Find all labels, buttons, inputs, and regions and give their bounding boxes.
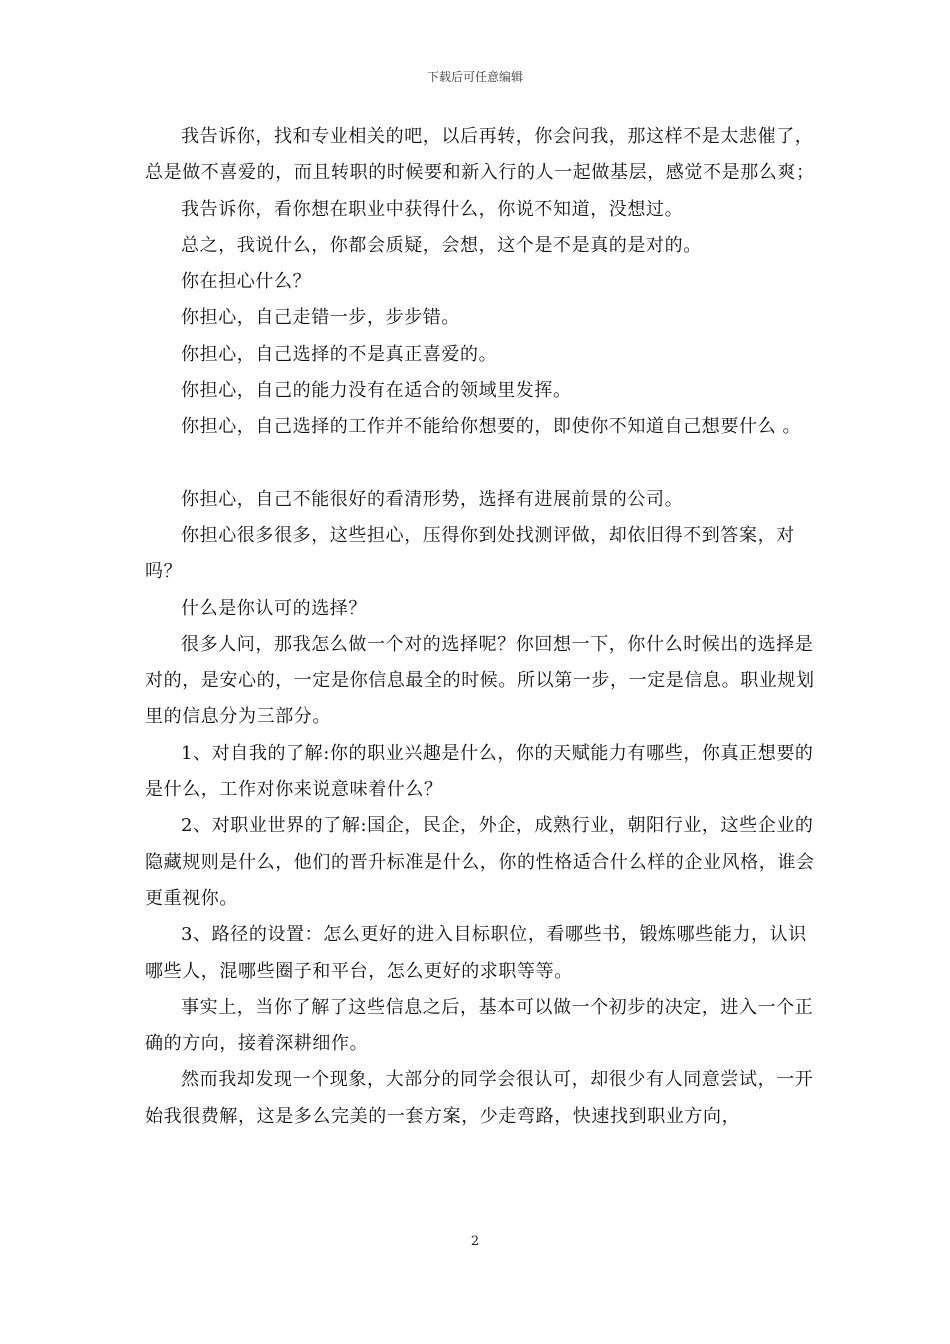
paragraph: 我告诉你，看你想在职业中获得什么，你说不知道，没想过。 [181, 198, 684, 220]
page-number: 2 [470, 1234, 480, 1249]
paragraph: 很多人问，那我怎么做一个对的选择呢？你回想一下，你什么时候出的选择是对的，是安心的，一定是你信息最全的时候。所以第一步，一定是信息。职业规划里的信息分为三部分。 [145, 633, 815, 728]
paragraph: 总之，我说什么，你都会质疑，会想，这个是不是真的是对的。 [181, 234, 702, 256]
paragraph: 你在担心什么？ [181, 271, 312, 293]
paragraph: 你担心，自己选择的工作并不能给你想要的，即使你不知道自己想要什么 。 [181, 416, 802, 438]
page-header: 下载后可任意编辑 [426, 70, 523, 84]
paragraph: 什么是你认可的选择？ [181, 597, 367, 619]
paragraph: 你担心，自己走错一步，步步错。 [181, 307, 460, 329]
paragraph: 3、路径的设置：怎么更好的进入目标职位，看哪些书，锻炼哪些能力，认识哪些人，混哪些圈子和平台，怎么更好的求职等等。 [145, 924, 807, 982]
paragraph: 然而我却发现一个现象，大部分的同学会很认可，却很少有人同意尝试，一开始我很费解，这是多么完美的一套方案，少走弯路，快速找到职业方向， [145, 1069, 814, 1127]
document-body [145, 119, 817, 1135]
paragraph: 事实上，当你了解了这些信息之后，基本可以做一个初步的决定，进入一个正确的方向，接着深耕细作。 [145, 996, 814, 1055]
paragraph: 你担心，自己不能很好的看清形势，选择有进展前景的公司。 [181, 488, 684, 510]
paragraph: 2、对职业世界的了解:国企，民企，外企，成熟行业，朝阳行业，这些企业的隐藏规则是什么，他们的晋升标准是什么，你的性格适合什么样的企业风格，谁会更重视你。 [145, 815, 815, 909]
paragraph: 我告诉你，找和专业相关的吧，以后再转，你会问我，那这样不是太悲催了，总是做不喜爱的，而且转职的时候要和新入行的人一起做基层，感觉不是那么爽； [145, 126, 815, 184]
blank-line [145, 446, 817, 482]
paragraph: 你担心，自己选择的不是真正喜爱的。 [181, 343, 498, 365]
paragraph: 你担心很多很多，这些担心，压得你到处找测评做，却依旧得不到答案，对吗？ [145, 524, 795, 583]
paragraph: 你担心，自己的能力没有在适合的领域里发挥。 [181, 380, 572, 402]
paragraph: 1、对自我的了解:你的职业兴趣是什么，你的天赋能力有哪些，你真正想要的是什么，工作对你来说意味着什么？ [145, 742, 814, 801]
